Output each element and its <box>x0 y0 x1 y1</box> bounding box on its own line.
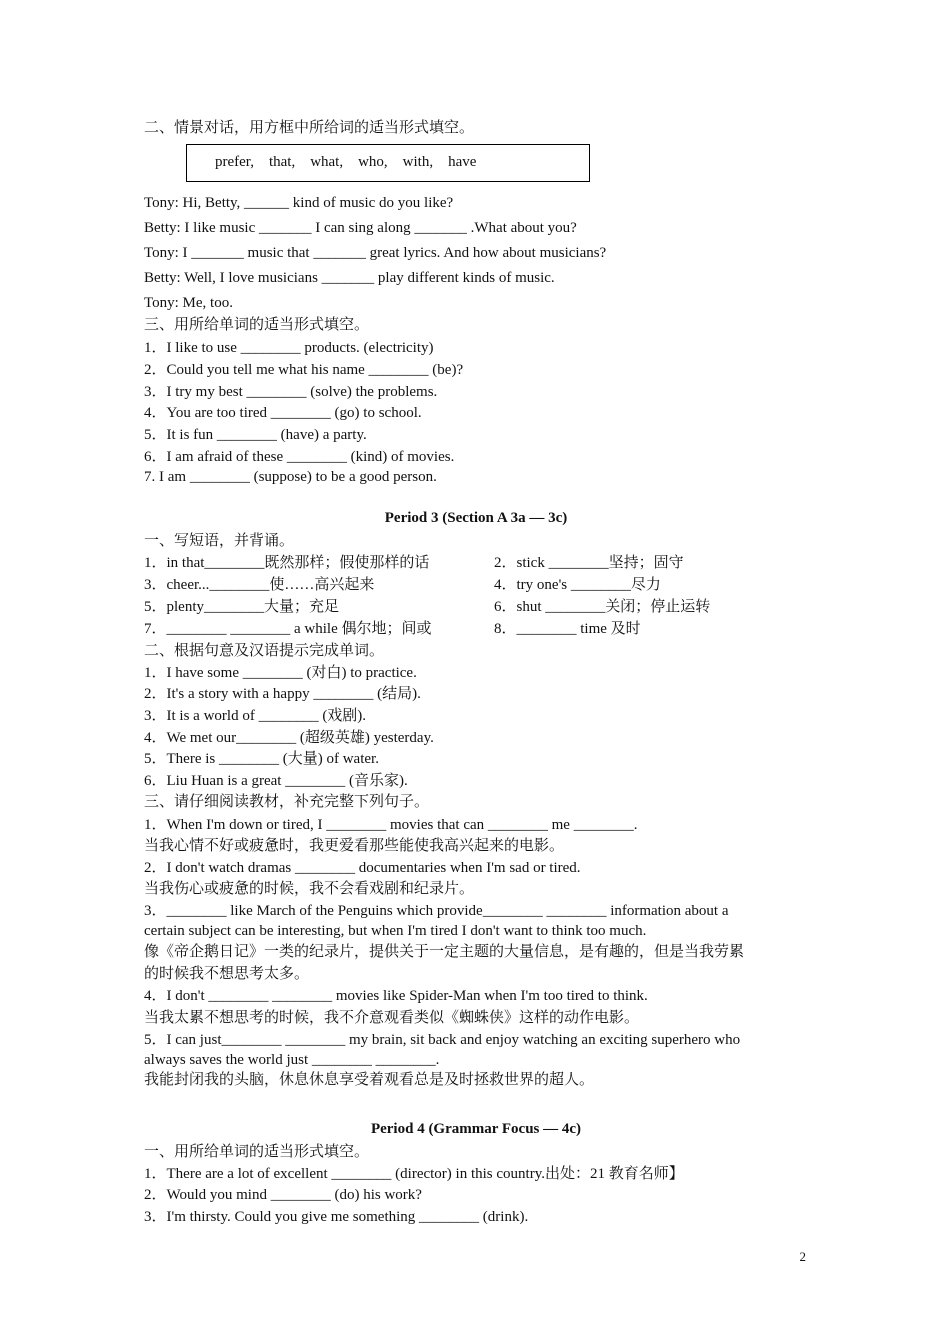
phrase-item: 4．try one's ________尽力 <box>494 577 661 593</box>
exercise-item: 3．________ like March of the Penguins which provide________ ________ information about a <box>144 903 729 919</box>
period-heading: Period 3 (Section A 3a — 3c) <box>384 510 568 526</box>
translation: 的时候我不想思考太多。 <box>144 966 310 982</box>
section-title: 一、写短语，并背诵。 <box>144 533 295 549</box>
word-box <box>186 144 590 182</box>
exercise-item: 7. I am ________ (suppose) to be a good person. <box>144 469 437 485</box>
phrase-item: 3．cheer...________使……高兴起来 <box>144 577 375 593</box>
exercise-item: certain subject can be interesting, but when I'm tired I don't want to think too much. <box>144 923 647 939</box>
section-title: 三、请仔细阅读教材，补充完整下列句子。 <box>144 794 430 810</box>
phrase-item: 6．shut ________关闭；停止运转 <box>494 599 711 615</box>
word-box-text: prefer, that, what, who, with, have <box>215 154 477 170</box>
exercise-item: 6．I am afraid of these ________ (kind) of movies. <box>144 449 455 465</box>
dialogue-line: Tony: Hi, Betty, ______ kind of music do you like? <box>144 195 454 211</box>
exercise-item: 2．It's a story with a happy ________ (结局). <box>144 686 421 702</box>
dialogue-line: Tony: Me, too. <box>144 295 233 311</box>
translation: 当我太累不想思考的时候，我不介意观看类似《蜘蛛侠》这样的动作电影。 <box>144 1010 640 1026</box>
exercise-item: 4．We met our________ (超级英雄) yesterday. <box>144 730 434 746</box>
exercise-item: 1．There are a lot of excellent ________ (director) in this country.出处：21 教育名师】 <box>144 1166 684 1182</box>
phrase-item: 8．________ time 及时 <box>494 621 641 637</box>
exercise-item: 4．I don't ________ ________ movies like Spider-Man when I'm too tired to think. <box>144 988 648 1004</box>
phrase-item: 7．________ ________ a while 偶尔地；间或 <box>144 621 432 637</box>
page-number: 2 <box>799 1249 806 1264</box>
section-title: 二、情景对话，用方框中所给词的适当形式填空。 <box>144 120 475 136</box>
phrase-item: 2．stick ________坚持；固守 <box>494 555 684 571</box>
exercise-item: 1．When I'm down or tired, I ________ movies that can ________ me ________. <box>144 817 638 833</box>
phrase-item: 1．in that________既然那样；假使那样的话 <box>144 555 430 571</box>
exercise-item: 5．I can just________ ________ my brain, sit back and enjoy watching an exciting superhero who <box>144 1032 741 1048</box>
translation: 当我心情不好或疲惫时，我更爱看那些能使我高兴起来的电影。 <box>144 838 565 854</box>
section-title: 一、用所给单词的适当形式填空。 <box>144 1144 370 1160</box>
exercise-item: 2．Could you tell me what his name ________ (be)? <box>144 362 464 378</box>
exercise-item: 6．Liu Huan is a great ________ (音乐家). <box>144 773 408 789</box>
section-title: 二、根据句意及汉语提示完成单词。 <box>144 643 385 659</box>
exercise-item: always saves the world just ________ ________. <box>144 1052 440 1068</box>
dialogue-line: Betty: I like music _______ I can sing along _______ .What about you? <box>144 220 577 236</box>
exercise-item: 1．I like to use ________ products. (electricity) <box>144 340 434 356</box>
dialogue-line: Tony: I _______ music that _______ great lyrics. And how about musicians? <box>144 245 607 261</box>
exercise-item: 3．I'm thirsty. Could you give me something ________ (drink). <box>144 1209 529 1225</box>
exercise-item: 4．You are too tired ________ (go) to school. <box>144 405 422 421</box>
translation: 当我伤心或疲惫的时候，我不会看戏剧和纪录片。 <box>144 881 475 897</box>
exercise-item: 2．Would you mind ________ (do) his work? <box>144 1187 422 1203</box>
dialogue-line: Betty: Well, I love musicians _______ play different kinds of music. <box>144 270 555 286</box>
exercise-item: 3．I try my best ________ (solve) the problems. <box>144 384 438 400</box>
exercise-item: 3．It is a world of ________ (戏剧). <box>144 708 367 724</box>
section-title: 三、用所给单词的适当形式填空。 <box>144 317 370 333</box>
exercise-item: 1．I have some ________ (对白) to practice. <box>144 665 417 681</box>
phrase-item: 5．plenty________大量；充足 <box>144 599 339 615</box>
translation: 像《帝企鹅日记》一类的纪录片，提供关于一定主题的大量信息，是有趣的，但是当我劳累 <box>144 944 745 960</box>
exercise-item: 5．It is fun ________ (have) a party. <box>144 427 367 443</box>
exercise-item: 2．I don't watch dramas ________ documentaries when I'm sad or tired. <box>144 860 581 876</box>
exercise-item: 5．There is ________ (大量) of water. <box>144 751 379 767</box>
translation: 我能封闭我的头脑，休息休息享受着观看总是及时拯救世界的超人。 <box>144 1072 595 1088</box>
period-heading: Period 4 (Grammar Focus — 4c) <box>370 1121 582 1137</box>
